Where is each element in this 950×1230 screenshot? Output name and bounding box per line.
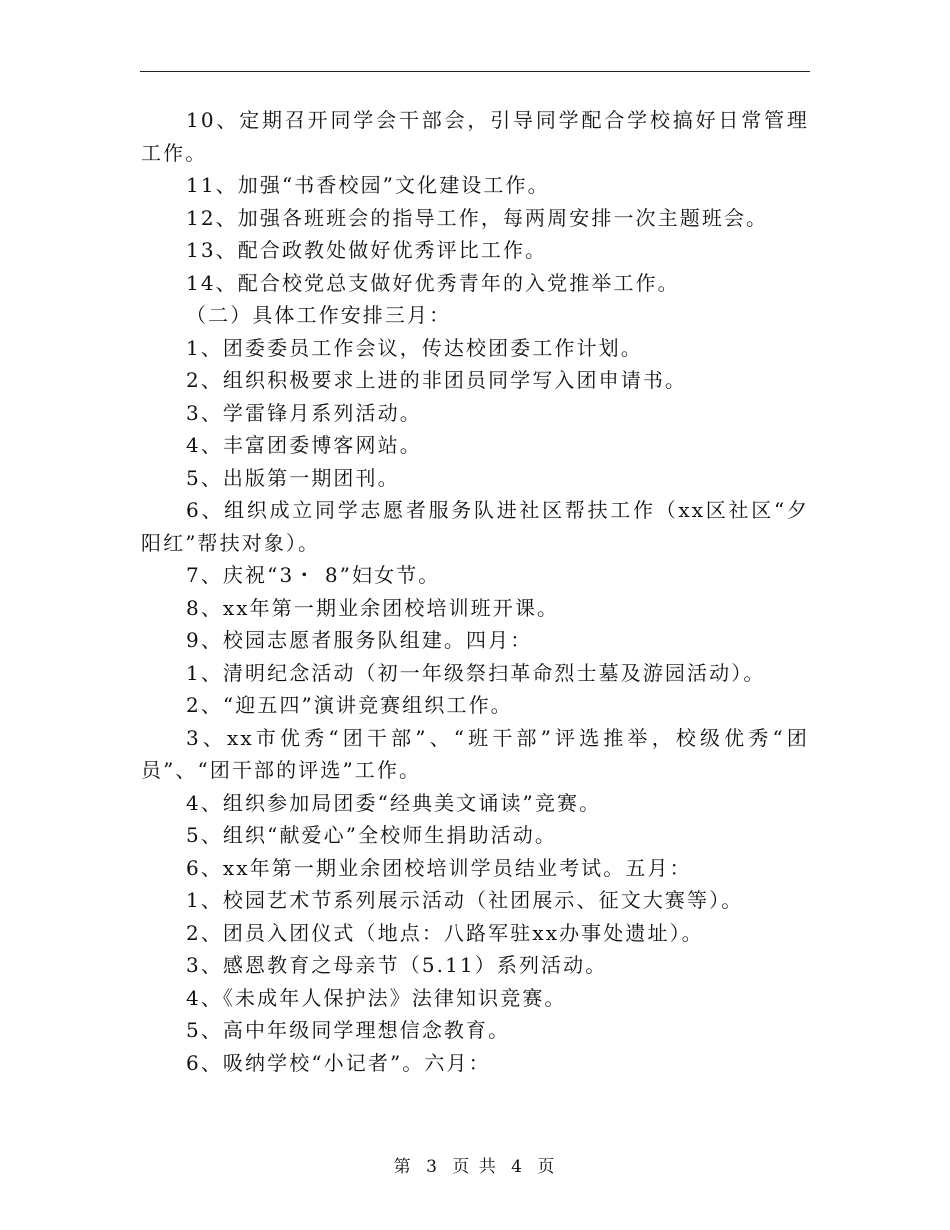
paragraph: 13、配合政教处做好优秀评比工作。 xyxy=(186,238,548,262)
paragraph: 4、《未成年人保护法》法律知识竞赛。 xyxy=(186,985,567,1010)
paragraph: 5、出版第一期团刊。 xyxy=(186,465,400,490)
paragraph: 6、组织成立同学志愿者服务队进社区帮扶工作（xx区社区“夕阳红”帮扶对象）。 xyxy=(141,498,809,555)
paragraph: 14、配合校党总支做好优秀青年的入党推举工作。 xyxy=(186,270,680,295)
paragraph: 5、组织“献爱心”全校师生捐助活动。 xyxy=(186,823,557,847)
footer-page-number: 3 xyxy=(426,1157,439,1177)
page-footer xyxy=(0,1152,950,1177)
paragraph: 4、组织参加局团委“经典美文诵读”竞赛。 xyxy=(186,790,602,815)
paragraph: 2、团员入团仪式（地点：八路军驻xx办事处遗址）。 xyxy=(186,920,704,945)
paragraph: 9、校园志愿者服务队组建。四月： xyxy=(186,628,533,652)
paragraph: 2、组织积极要求上进的非团员同学写入团申请书。 xyxy=(186,368,688,392)
footer-suffix: 页 xyxy=(537,1157,557,1177)
paragraph: 10、定期召开同学会干部会，引导同学配合学校搞好日常管理工作。 xyxy=(141,108,809,165)
paragraph: 1、团委委员工作会议，传达校团委工作计划。 xyxy=(186,335,643,360)
paragraph: 1、清明纪念活动（初一年级祭扫革命烈士墓及游园活动）。 xyxy=(186,660,766,685)
paragraph: 11、加强“书香校园”文化建设工作。 xyxy=(186,173,550,197)
document-body xyxy=(141,104,809,1079)
header-rule xyxy=(140,71,810,72)
paragraph: 3、学雷锋月系列活动。 xyxy=(186,400,422,425)
paragraph: 4、丰富团委博客网站。 xyxy=(186,433,422,457)
paragraph: 3、xx市优秀“团干部”、“班干部”评选推举，校级优秀“团员”、“团干部的评选”工作。 xyxy=(141,725,809,782)
footer-middle: 页 共 xyxy=(452,1157,498,1177)
section-heading: （二）具体工作安排三月： xyxy=(186,303,452,327)
paragraph: 8、xx年第一期业余团校培训班开课。 xyxy=(186,595,560,620)
footer-total-pages: 4 xyxy=(511,1157,524,1177)
paragraph: 3、感恩教育之母亲节（5.11）系列活动。 xyxy=(186,953,608,977)
paragraph: 2、“迎五四”演讲竞赛组织工作。 xyxy=(186,693,513,717)
paragraph: 12、加强各班班会的指导工作，每两周安排一次主题班会。 xyxy=(186,205,769,230)
paragraph: 5、高中年级同学理想信念教育。 xyxy=(186,1018,511,1042)
paragraph: 1、校园艺术节系列展示活动（社团展示、征文大赛等）。 xyxy=(186,888,744,912)
paragraph: 6、xx年第一期业余团校培训学员结业考试。五月： xyxy=(186,855,692,880)
paragraph: 7、庆祝“3・ 8”妇女节。 xyxy=(186,563,441,587)
paragraph: 6、吸纳学校“小记者”。六月： xyxy=(186,1050,491,1075)
footer-prefix: 第 xyxy=(393,1157,413,1177)
